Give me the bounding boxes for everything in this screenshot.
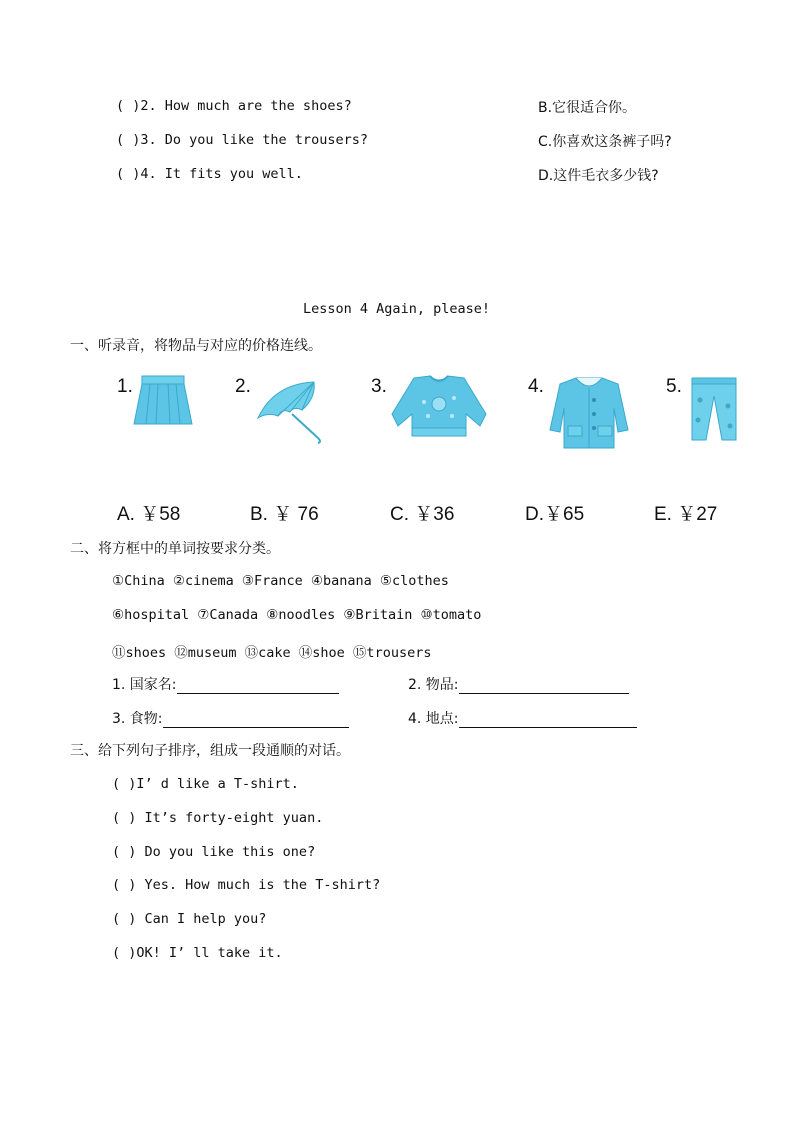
- answer-b: B.它很适合你。: [538, 100, 637, 116]
- word-row-2: ⑥hospital ⑦Canada ⑧noodles ⑨Britain ⑩tomato: [112, 607, 482, 623]
- category-label: 4. 地点:: [408, 711, 459, 727]
- item-number-4: 4.: [528, 376, 544, 397]
- sweater-icon: [390, 374, 488, 440]
- category-places: [408, 708, 637, 728]
- answer-c: C.你喜欢这条裤子吗?: [538, 134, 672, 150]
- question-3: ( )3. Do you like the trousers?: [116, 132, 368, 148]
- price-c: C. ￥36: [390, 504, 455, 525]
- price-d: D.￥65: [525, 504, 585, 525]
- section2-heading: 二、将方框中的单词按要求分类。: [70, 541, 280, 557]
- word-row-1: ①China ②cinema ③France ④banana ⑤clothes: [112, 573, 449, 589]
- section3-heading: 三、给下列句子排序，组成一段通顺的对话。: [70, 743, 350, 759]
- category-label: 1. 国家名:: [112, 677, 177, 693]
- item-number-3: 3.: [371, 376, 387, 397]
- category-food: [112, 708, 349, 728]
- answer-d: D.这件毛衣多少钱?: [538, 168, 659, 184]
- item-number-5: 5.: [666, 376, 682, 397]
- section1-heading: 一、听录音，将物品与对应的价格连线。: [70, 338, 322, 354]
- price-b: B. ￥ 76: [250, 504, 319, 525]
- coat-icon: [548, 374, 630, 450]
- answer-blank[interactable]: [459, 678, 629, 694]
- price-e: E. ￥27: [654, 504, 718, 525]
- sentence-4: ( ) Yes. How much is the T-shirt?: [112, 877, 381, 893]
- sentence-5: ( ) Can I help you?: [112, 911, 267, 927]
- sentence-6: ( )OK! I’ ll take it.: [112, 945, 283, 961]
- category-label: 3. 食物:: [112, 711, 163, 727]
- answer-blank[interactable]: [459, 712, 637, 728]
- sentence-3: ( ) Do you like this one?: [112, 844, 316, 860]
- item-number-1: 1.: [117, 376, 133, 397]
- answer-blank[interactable]: [177, 678, 339, 694]
- umbrella-icon: [252, 380, 328, 444]
- sentence-2: ( ) It’s forty-eight yuan.: [112, 810, 324, 826]
- price-a: A. ￥58: [117, 504, 181, 525]
- question-4: ( )4. It fits you well.: [116, 166, 303, 182]
- category-items: [408, 674, 629, 694]
- sentence-1: ( )I’ d like a T-shirt.: [112, 776, 299, 792]
- answer-blank[interactable]: [163, 712, 349, 728]
- skirt-icon: [132, 374, 194, 426]
- question-2: ( )2. How much are the shoes?: [116, 98, 352, 114]
- trousers-icon: [688, 376, 740, 444]
- word-row-3: ⑪shoes ⑫museum ⑬cake ⑭shoe ⑮trousers: [112, 645, 432, 661]
- category-countries: [112, 674, 339, 694]
- item-number-2: 2.: [235, 376, 251, 397]
- category-label: 2. 物品:: [408, 677, 459, 693]
- lesson-title: Lesson 4 Again, please!: [303, 301, 490, 317]
